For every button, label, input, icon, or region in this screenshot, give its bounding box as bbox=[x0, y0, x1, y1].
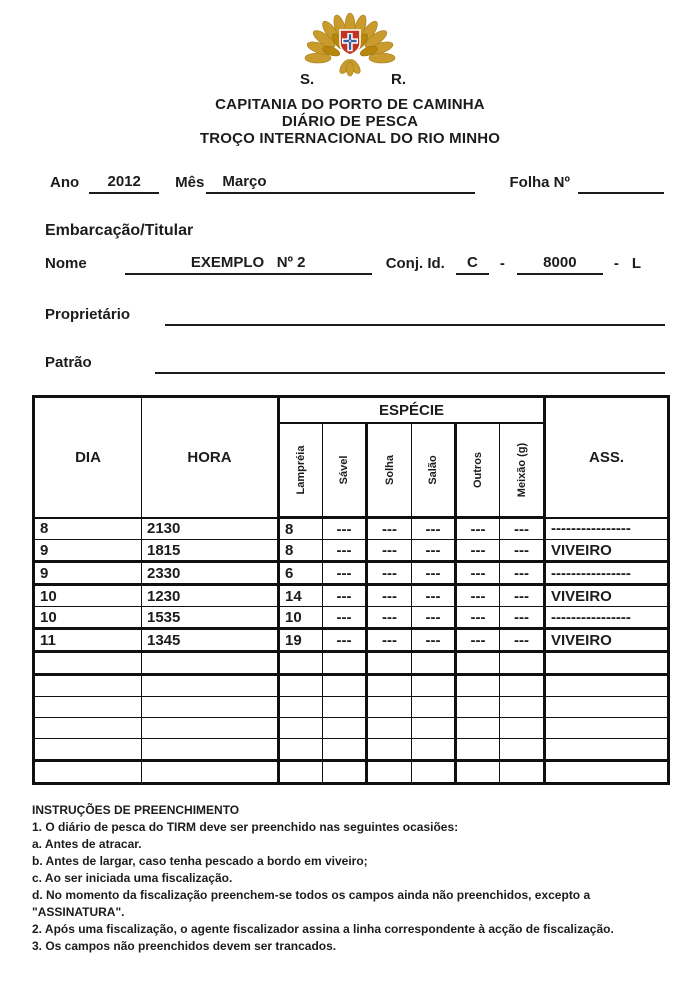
title-line-1: CAPITANIA DO PORTO DE CAMINHA bbox=[215, 96, 485, 113]
cell-outros: --- bbox=[456, 518, 500, 540]
cell-hora: 1535 bbox=[142, 607, 279, 629]
table-row-empty bbox=[34, 675, 669, 697]
cell-solha: --- bbox=[367, 607, 412, 629]
instruction-line: b. Antes de largar, caso tenha pescado a bordo em viveiro; bbox=[32, 854, 368, 868]
conj-id-first-field: C bbox=[456, 254, 489, 275]
cell-lampreia: 19 bbox=[279, 629, 323, 652]
cell-hora: 1815 bbox=[142, 540, 279, 562]
instruction-line: c. Ao ser iniciada uma fiscalização. bbox=[32, 871, 233, 885]
cell-hora: 1230 bbox=[142, 585, 279, 607]
table-row bbox=[34, 607, 669, 629]
mes-field: Março bbox=[206, 173, 475, 194]
coat-of-arms-icon bbox=[300, 8, 400, 78]
cell-meixao: --- bbox=[500, 629, 545, 652]
cell-solha: --- bbox=[367, 518, 412, 540]
table-row-empty bbox=[34, 739, 669, 761]
cell-outros: --- bbox=[456, 585, 500, 607]
cell-salao: --- bbox=[412, 607, 456, 629]
col-header-especie: ESPÉCIE bbox=[279, 397, 545, 424]
ano-label: Ano bbox=[50, 174, 80, 191]
cell-outros: --- bbox=[456, 540, 500, 562]
title-line-2: DIÁRIO DE PESCA bbox=[281, 113, 419, 130]
cell-solha: --- bbox=[367, 585, 412, 607]
instruction-line: 1. O diário de pesca do TIRM deve ser preenchido nas seguintes ocasiões: bbox=[32, 820, 459, 834]
nome-label: Nome bbox=[45, 255, 87, 272]
conj-id-dash-2: - bbox=[613, 255, 619, 272]
table-row bbox=[34, 585, 669, 607]
meta-row bbox=[50, 173, 664, 194]
cell-savel: --- bbox=[323, 562, 367, 585]
col-header-hora: HORA bbox=[142, 397, 279, 518]
instructions-title: INSTRUÇÕES DE PREENCHIMENTO bbox=[32, 803, 240, 817]
cell-ass: VIVEIRO bbox=[545, 629, 669, 652]
cell-solha: --- bbox=[367, 629, 412, 652]
cell-ass: VIVEIRO bbox=[545, 585, 669, 607]
cell-lampreia: 8 bbox=[279, 518, 323, 540]
table-row-empty bbox=[34, 652, 669, 675]
cell-dia: 10 bbox=[34, 585, 142, 607]
conj-id-last: L bbox=[631, 255, 642, 272]
title-line-3: TROÇO INTERNACIONAL DO RIO MINHO bbox=[199, 130, 501, 147]
cell-solha: --- bbox=[367, 540, 412, 562]
proprietario-label: Proprietário bbox=[45, 306, 131, 323]
cell-savel: --- bbox=[323, 518, 367, 540]
table-row bbox=[34, 540, 669, 562]
col-header-salao: Salão bbox=[412, 423, 456, 518]
cell-meixao: --- bbox=[500, 518, 545, 540]
cell-ass: ---------------- bbox=[545, 518, 669, 540]
mes-label: Mês bbox=[175, 174, 205, 191]
cell-dia: 9 bbox=[34, 540, 142, 562]
instruction-line: 2. Após uma fiscalização, o agente fiscalizador assina a linha correspondente à acção de fiscalização. bbox=[32, 922, 614, 936]
section-title-embarcacao: Embarcação/Titular bbox=[45, 222, 194, 239]
patrao-field bbox=[155, 353, 665, 374]
patrao-label: Patrão bbox=[45, 354, 92, 371]
cell-salao: --- bbox=[412, 585, 456, 607]
emblem-letter-r: R. bbox=[391, 71, 406, 88]
cell-dia: 10 bbox=[34, 607, 142, 629]
folha-label: Folha Nº bbox=[509, 174, 570, 191]
cell-meixao: --- bbox=[500, 562, 545, 585]
patrao-row bbox=[45, 353, 665, 374]
cell-lampreia: 10 bbox=[279, 607, 323, 629]
cell-salao: --- bbox=[412, 629, 456, 652]
col-header-meixao: Meixão (g) bbox=[500, 423, 545, 518]
cell-ass: ---------------- bbox=[545, 562, 669, 585]
table-row-empty bbox=[34, 718, 669, 739]
instruction-line: a. Antes de atracar. bbox=[32, 837, 142, 851]
table-row bbox=[34, 562, 669, 585]
cell-savel: --- bbox=[323, 607, 367, 629]
table-row bbox=[34, 518, 669, 540]
cell-salao: --- bbox=[412, 540, 456, 562]
instruction-line: d. No momento da fiscalização preenchem-se todos os campos ainda não preenchidos, excepto a bbox=[32, 888, 591, 902]
col-header-ass: ASS. bbox=[545, 397, 669, 518]
cell-salao: --- bbox=[412, 562, 456, 585]
emblem-letter-s: S. bbox=[300, 71, 315, 88]
cell-ass: VIVEIRO bbox=[545, 540, 669, 562]
cell-outros: --- bbox=[456, 562, 500, 585]
conj-id-label: Conj. Id. bbox=[385, 255, 445, 272]
cell-outros: --- bbox=[456, 607, 500, 629]
table-row-empty bbox=[34, 761, 669, 784]
instruction-line: 3. Os campos não preenchidos devem ser trancados. bbox=[32, 939, 337, 953]
nome-field: EXEMPLO Nº 2 bbox=[125, 254, 372, 275]
cell-savel: --- bbox=[323, 585, 367, 607]
conj-id-dash-1: - bbox=[499, 255, 505, 272]
conj-id-middle-field: 8000 bbox=[517, 254, 603, 275]
cell-solha: --- bbox=[367, 562, 412, 585]
document-title-block bbox=[0, 96, 700, 147]
nome-row bbox=[45, 254, 700, 275]
cell-meixao: --- bbox=[500, 585, 545, 607]
instruction-line: "ASSINATURA". bbox=[32, 905, 125, 919]
cell-meixao: --- bbox=[500, 607, 545, 629]
proprietario-row bbox=[45, 305, 665, 326]
instructions-block bbox=[32, 802, 700, 955]
table-row bbox=[34, 629, 669, 652]
cell-salao: --- bbox=[412, 518, 456, 540]
cell-hora: 2130 bbox=[142, 518, 279, 540]
cell-dia: 9 bbox=[34, 562, 142, 585]
col-header-solha: Solha bbox=[367, 423, 412, 518]
folha-field bbox=[578, 173, 664, 194]
cell-outros: --- bbox=[456, 629, 500, 652]
fishing-log-table bbox=[32, 395, 670, 785]
cell-savel: --- bbox=[323, 540, 367, 562]
cell-hora: 1345 bbox=[142, 629, 279, 652]
cell-lampreia: 14 bbox=[279, 585, 323, 607]
cell-ass: ---------------- bbox=[545, 607, 669, 629]
proprietario-field bbox=[165, 305, 665, 326]
col-header-dia: DIA bbox=[34, 397, 142, 518]
col-header-outros: Outros bbox=[456, 423, 500, 518]
cell-dia: 8 bbox=[34, 518, 142, 540]
table-row-empty bbox=[34, 697, 669, 718]
cell-lampreia: 8 bbox=[279, 540, 323, 562]
cell-meixao: --- bbox=[500, 540, 545, 562]
cell-hora: 2330 bbox=[142, 562, 279, 585]
col-header-savel: Sável bbox=[323, 423, 367, 518]
cell-lampreia: 6 bbox=[279, 562, 323, 585]
cell-dia: 11 bbox=[34, 629, 142, 652]
ano-field: 2012 bbox=[89, 173, 159, 194]
emblem-block bbox=[298, 8, 406, 88]
cell-savel: --- bbox=[323, 629, 367, 652]
col-header-lampreia: Lampréia bbox=[279, 423, 323, 518]
